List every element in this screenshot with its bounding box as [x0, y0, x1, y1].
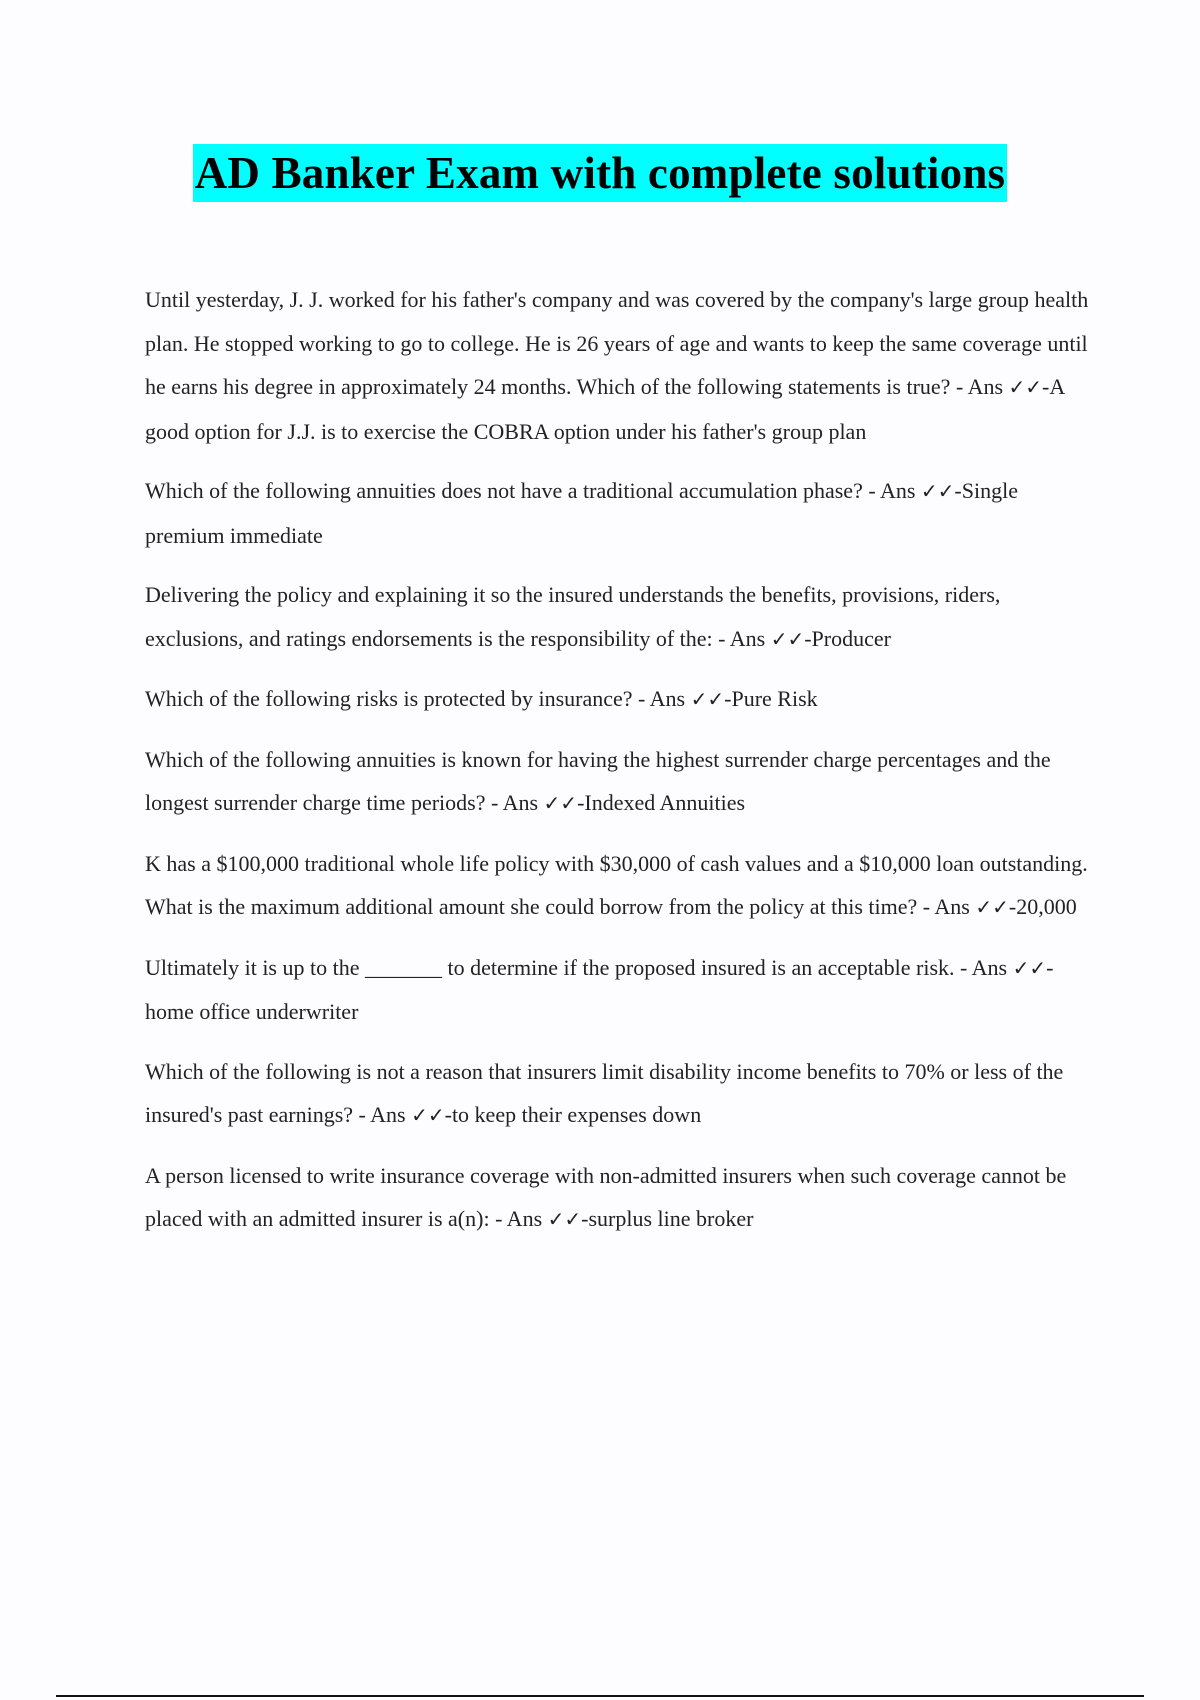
title-block [0, 144, 1200, 202]
qa-entry-3: Delivering the policy and explaining it so the insured understands the benefits, provisions, riders, exclusions, and ratings endorsements is the responsibility of the: - Ans ✓✓-Producer [145, 582, 1001, 651]
double-check-icon: ✓✓ [543, 791, 578, 815]
answer-text: 20,000 [1016, 894, 1077, 919]
question-text: Until yesterday, J. J. worked for his father's company and was covered by the company's large group health plan. He stopped working to go to college. He is 26 years of age and wants to keep the same coverage until he earns his degree in approximately 24 months. Which of the following statements is true? [145, 287, 1089, 399]
question-text: Which of the following annuities does not have a traditional accumulation phase? [145, 478, 863, 503]
double-check-icon: ✓✓ [411, 1103, 445, 1127]
answer-text: Pure Risk [731, 686, 818, 711]
qa-entry-8: Which of the following is not a reason that insurers limit disability income benefits to 70% or less of the insured's past earnings? - Ans ✓✓-to keep their expenses down [145, 1058, 1064, 1127]
double-check-icon: ✓✓ [770, 626, 805, 651]
qa-entry-5: Which of the following annuities is known for having the highest surrender charge percentages and the longest surrender charge time periods? - Ans ✓✓-Indexed Annuities [145, 746, 1051, 815]
question-text: A person licensed to write insurance coverage with non-admitted insurers when such coverage cannot be placed with an admitted insurer is a(n): [145, 1162, 1067, 1231]
qa-list [145, 278, 1090, 1258]
qa-entry-1: Until yesterday, J. J. worked for his father's company and was covered by the company's large group health plan. He stopped working to go to college. He is 26 years of age and wants to keep the same coverage until he earns his degree in approximately 24 months. Which of the following statements is true? - Ans ✓✓-A good option for J.J. is to exercise the COBRA option under his father's group plan [145, 287, 1089, 444]
footer-divider [56, 1695, 1144, 1697]
question-text: Delivering the policy and explaining it so the insured understands the benefits, provisions, riders, exclusions, and ratings endorsements is the responsibility of the: [145, 582, 1001, 651]
question-text: Which of the following is not a reason that insurers limit disability income benefits to 70% or less of the insured's past earnings? [145, 1058, 1064, 1127]
answer-text: Producer [811, 625, 891, 651]
question-text: K has a $100,000 traditional whole life policy with $30,000 of cash values and a $10,000 loan outstanding. What is the maximum additional amount she could borrow from the policy at this time? [145, 850, 1088, 919]
qa-entry-4: Which of the following risks is protected by insurance? - Ans ✓✓-Pure Risk [145, 686, 818, 711]
qa-entry-9: A person licensed to write insurance coverage with non-admitted insurers when such coverage cannot be placed with an admitted insurer is a(n): - Ans ✓✓-surplus line broker [145, 1162, 1067, 1231]
double-check-icon: ✓✓ [975, 895, 1009, 919]
answer-text: surplus line broker [588, 1206, 754, 1231]
answer-text: A good option for J.J. is to exercise the COBRA option under his father's group plan [145, 374, 1065, 444]
answer-text: to keep their expenses down [451, 1102, 702, 1127]
double-check-icon: ✓✓ [920, 479, 955, 503]
question-text: Ultimately it is up to the _______ to determine if the proposed insured is an acceptable risk. [145, 954, 955, 980]
double-check-icon: ✓✓ [690, 687, 725, 711]
answer-text: Single premium immediate [145, 478, 1018, 548]
document-title: AD Banker Exam with complete solutions [193, 144, 1008, 202]
double-check-icon: ✓✓ [1008, 375, 1043, 399]
qa-entry-7: Ultimately it is up to the _______ to determine if the proposed insured is an acceptable risk. - Ans ✓✓-home office underwriter [145, 954, 1054, 1024]
double-check-icon: ✓✓ [1012, 955, 1047, 980]
question-text: Which of the following risks is protected by insurance? [145, 686, 633, 711]
qa-entry-6: K has a $100,000 traditional whole life policy with $30,000 of cash values and a $10,000 loan outstanding. What is the maximum additional amount she could borrow from the policy at this time? - Ans ✓✓-20,000 [145, 850, 1088, 919]
qa-entry-2: Which of the following annuities does not have a traditional accumulation phase? - Ans ✓✓-Single premium immediate [145, 478, 1018, 548]
answer-text: home office underwriter [145, 999, 359, 1024]
answer-text: Indexed Annuities [584, 790, 746, 815]
question-text: Which of the following annuities is known for having the highest surrender charge percentages and the longest surrender charge time periods? [145, 746, 1051, 815]
double-check-icon: ✓✓ [547, 1207, 582, 1231]
